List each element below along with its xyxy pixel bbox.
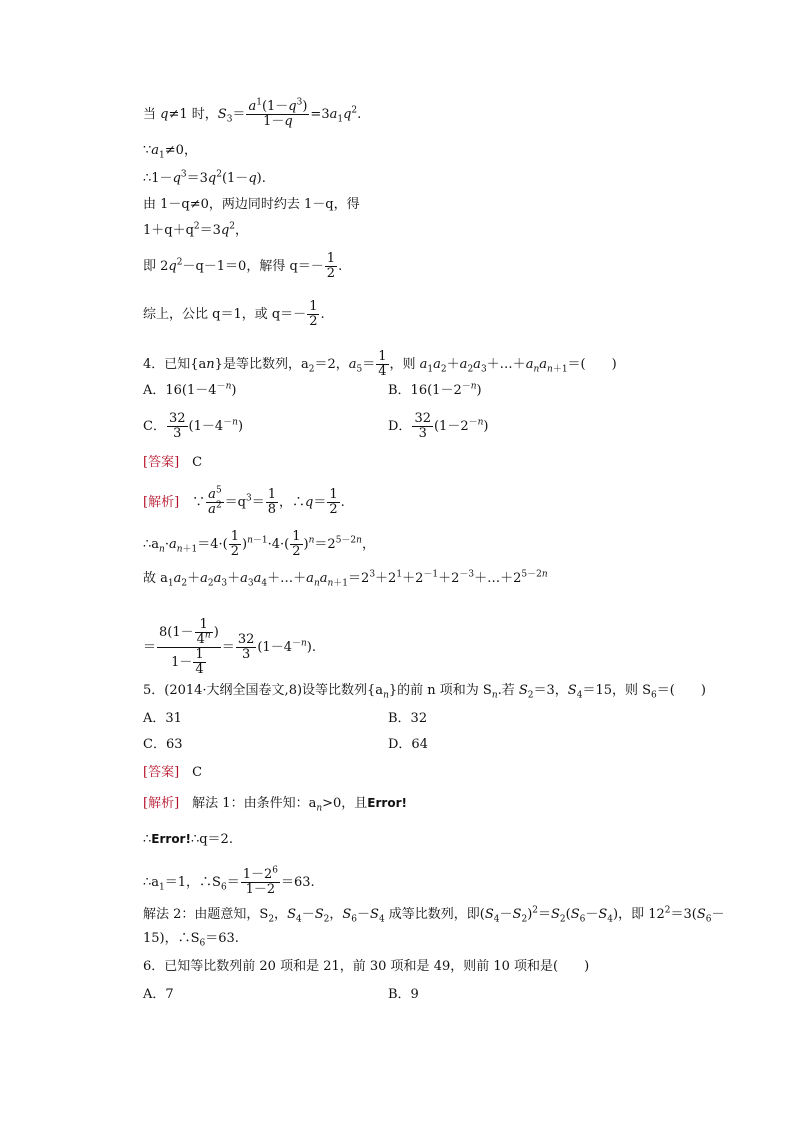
q4-option-d: D． $\frac{32}{3}$ $(1-2^{-n})$ [388,411,489,441]
q5-option-d: D．64 [388,737,428,752]
q5-analysis-1: [解析] 解法 1：由条件知：$a_n>0$，且Error! [143,796,407,814]
prev-line-5: $1+q+q^2=3q^2$， [143,221,249,238]
prev-line-3: $\therefore 1-q^3=3q^2(1-q)$. [143,169,266,186]
q4-stem: 4．已知{an}是等比数列，$a_2=2$，$a_5=$ $\frac{1}{4}$ ，则 $a_1a_2+a_2a_3+\dots+a_na_{n+1}=$( ) [143,349,617,379]
q5-analysis-5: 15)，$\therefore S_6=63$. [143,931,239,949]
prev-line-7: 综上，公比 q＝1，或 q＝－ $\frac{1}{2}$ . [143,299,325,329]
q4-option-a: A．$16(1-4^{-n})$ [143,381,237,398]
prev-line-4: 由 1－q≠0，两边同时约去 1－q，得 [143,197,360,212]
q4-answer: [答案] C [143,455,203,470]
prev-line-2: $\because a_1\ne 0$， [143,143,197,161]
q4-analysis-1: [解析] ∵ $\frac{a^5}{a^2}$ $=q^3=$ $\frac{1}{8}$ ，∴q＝ $\frac{1}{2}$ . [143,485,345,517]
q4-option-c: C． $\frac{32}{3}$ $(1-4^{-n})$ [143,411,244,441]
prev-line-6: 即 $2q^2-q-1=0$，解得 q＝－ $\frac{1}{2}$ . [143,251,343,281]
q5-analysis-4: 解法 2：由题意知，$S_2$，$S_4-S_2$，$S_6-S_4$ 成等比数列，即$(S_4-S_2)^2=S_2(S_6-S_4)$，即 $12^2=3(S_6-$ [143,905,725,925]
q5-stem: 5．(2014·大纲全国卷文,8)设等比数列$\{a_n\}$的前 n 项和为 $S_n$.若 $S_2=3$，$S_4=15$，则 $S_6=$( ) [143,683,706,701]
q5-option-c: C．63 [143,737,183,752]
q5-analysis-3: $\therefore a_1=1$，$\therefore S_6=$ $\frac{1-2^6}{1-2}$ ＝63. [143,865,315,897]
q6-option-b: B．9 [388,987,419,1002]
q4-analysis-4: ＝ 8(1－ $\frac{1}{4^n}$ ) 1－ $\frac{1}{4}$ ＝ $\frac{32}{3}$ $(1-4^{-n})$. [143,617,317,677]
q5-analysis-2: ∴Error!∴q＝2. [143,832,233,847]
q6-option-a: A．7 [143,987,174,1002]
fraction: $\frac{a^1(1-q^3)}{1-q}$ [248,97,308,129]
q4-analysis-2: $\therefore a_n\cdot a_{n+1}=4\cdot$( $\frac{1}{2}$ )$^{n-1}$·4·( $\frac{1}{2}$ )$^n=2^{5-2n}$， [143,529,375,559]
q4-analysis-3: 故 $a_1a_2+a_2a_3+a_3a_4+\dots+a_na_{n+1}=2^3+2^1+2^{-1}+2^{-3}+\dots+2^{5-2n}$ [143,569,548,589]
prev-line-1: 当 q≠1 时，$S_3=$ $\frac{a^1(1-q^3)}{1-q}$ $=3a_1q^2$. [143,97,362,129]
q6-stem: 6．已知等比数列前 20 项和是 21，前 30 项和是 49，则前 10 项和是( ) [143,959,590,974]
q4-option-b: B．$16(1-2^{-n})$ [388,381,482,398]
q5-option-a: A．31 [143,711,182,726]
q5-option-b: B．32 [388,711,428,726]
q5-answer: [答案] C [143,765,203,780]
